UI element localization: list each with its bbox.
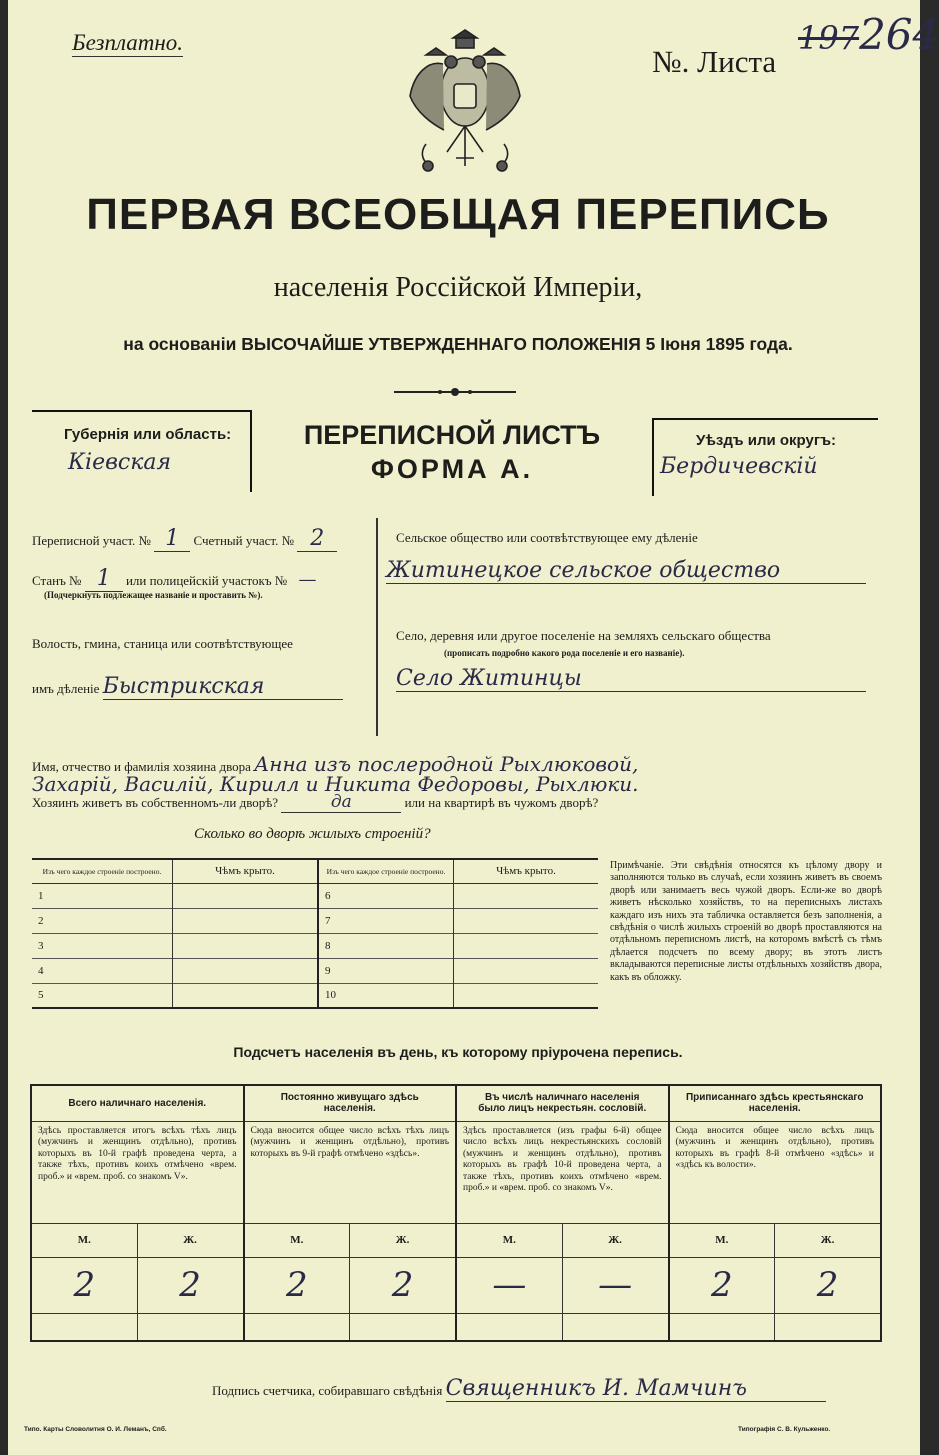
- building-number: 9: [318, 958, 454, 983]
- sheet-number-value: [798, 12, 939, 61]
- population-empty-cell: [350, 1313, 456, 1341]
- camp-field: Станъ № 1 или полицейскій участокъ № —: [32, 566, 324, 592]
- female-column-label: Ж.: [820, 1234, 835, 1246]
- population-count-value: —: [562, 1257, 668, 1313]
- rural-community-value: Житинецкое сельское общество: [386, 558, 866, 584]
- province-label: Губернія или область:: [64, 426, 232, 443]
- population-title: Подсчетъ населенія въ день, къ которому пріурочена перепись.: [233, 1044, 683, 1060]
- rural-community-label: Сельское общество или соотвѣтствующее ему дѣленіе: [396, 530, 698, 545]
- buildings-row: [32, 933, 598, 958]
- footer-right-imprint: Типографія С. В. Кульженко.: [738, 1426, 831, 1433]
- buildings-row: [32, 983, 598, 1008]
- census-section-value: 1: [154, 526, 190, 552]
- census-sheet: [8, 0, 939, 1455]
- building-roof: [454, 933, 599, 958]
- col-material-b: Изъ чего каждое строеніе построено.: [318, 859, 454, 883]
- pop-desc-nonpeasant: Здѣсь проставляется (изъ графы 6-й) общее число всѣхъ лицъ некрестьянскихъ сословій (мужчинъ и женщинъ отдѣльно), противъ которыхъ въ графѣ 10-й проведена черта, а также тѣхъ, противъ коихъ отмѣчено «врем. проб.» и «врем. проб. со знакомъ V».: [456, 1121, 669, 1223]
- population-empty-cell: [137, 1313, 243, 1341]
- male-column-label: М.: [244, 1223, 350, 1257]
- population-empty-cell: [775, 1313, 881, 1341]
- population-count-value: —: [456, 1257, 562, 1313]
- building-roof: [454, 958, 599, 983]
- residence-field: Хозяинъ живетъ въ собственномъ-ли дворѣ? да или на квартирѣ въ чужомъ дворѣ?: [32, 792, 599, 812]
- census-section-label: Переписной участ. № 1 Счетный участ. № 2: [32, 526, 337, 552]
- form-title: ПЕРЕПИСНОЙ ЛИСТЪ: [303, 420, 601, 450]
- buildings-row: [32, 883, 598, 908]
- pop-desc-peasant: Сюда вносится общее число всѣхъ лицъ (мужчинъ и женщинъ отдѣльно), противъ которыхъ въ графѣ 8-й отмѣчено «здѣсь» и «здѣсь къ волости».: [675, 1125, 874, 1170]
- coat-of-arms-icon: [406, 26, 524, 180]
- building-roof: [173, 883, 319, 908]
- female-column-label: Ж.: [350, 1223, 456, 1257]
- population-empty-cell: [31, 1313, 137, 1341]
- own-yard-value: да: [281, 792, 401, 813]
- pop-head-peasant: Приписаннаго здѣсь крестьянскаго населенія.: [685, 1092, 864, 1115]
- sheet-number-current: 264: [859, 10, 939, 59]
- building-roof: [454, 983, 599, 1008]
- population-empty-cell: [669, 1313, 775, 1341]
- camp-value: 1: [85, 566, 123, 592]
- ornament-divider: [390, 384, 520, 400]
- buildings-table: [32, 858, 598, 1009]
- volost-label: Волость, гмина, станица или соотвѣтствующее: [32, 636, 293, 651]
- form-subtitle: ФОРМА А.: [370, 454, 534, 484]
- population-empty-cell: [562, 1313, 668, 1341]
- village-value: Село Житинцы: [396, 666, 866, 692]
- village-hint: (прописать подробно какого рода поселеніе и его названіе).: [444, 648, 685, 658]
- underline-hint: (Подчеркнуть подлежащее названіе и проставить №).: [44, 590, 263, 600]
- district-value: Бердичевскій: [660, 454, 818, 479]
- male-column-label: М.: [456, 1223, 562, 1257]
- volost-field: имъ дѣленіе Быстрикская: [32, 674, 343, 700]
- village-label: Село, деревня или другое поселеніе на земляхъ сельскаго общества: [396, 628, 771, 643]
- population-count-value: 2: [244, 1257, 350, 1313]
- building-roof: [173, 958, 319, 983]
- col-roof-b: Чѣмъ крыто.: [496, 865, 556, 878]
- owner-value-line2: Захарій, Василій, Кирилл и Никита Федоровы, Рыхлюки.: [32, 772, 639, 796]
- buildings-row: [32, 958, 598, 983]
- population-empty-cell: [244, 1313, 350, 1341]
- building-roof: [173, 933, 319, 958]
- building-number: 4: [32, 958, 173, 983]
- population-count-value: 2: [137, 1257, 243, 1313]
- building-roof: [454, 908, 599, 933]
- population-count-value: 2: [31, 1257, 137, 1313]
- building-roof: [173, 983, 319, 1008]
- decree-line: на основаніи ВЫСОЧАЙШЕ УТВЕРЖДЕННАГО ПОЛОЖЕНІЯ 5 Іюня 1895 года.: [123, 334, 793, 354]
- population-empty-cell: [456, 1313, 562, 1341]
- building-roof: [454, 883, 599, 908]
- district-label: Уѣздъ или округъ:: [696, 432, 837, 449]
- buildings-note: Примѣчаніе. Эти свѣдѣнія относятся къ цѣлому двору и заполняются только въ случаѣ, если хозяинъ живетъ въ своемъ дворѣ или занимаетъ весь чужой дворъ. Если-же во дворѣ живетъ нѣсколько хозяйствъ, то на переписныхъ листахъ каждаго изъ нихъ эта табличка оставляется безъ заполненія, а свѣдѣнія о числѣ жилыхъ строеній во дворѣ проставляются на отдѣльномъ переписномъ листѣ, на которомъ вмѣстѣ съ тѣмъ дѣлается подсчетъ по всему двору; въ этотъ листъ вкладываются переписные листы отдѣльныхъ хозяйствъ двора, какъ въ обложку.: [610, 860, 882, 983]
- pop-desc-permanent: Сюда вносится общее число всѣхъ тѣхъ лицъ (мужчинъ и женщинъ отдѣльно), противъ которыхъ въ 9-й графѣ отмѣчено «здѣсь».: [244, 1121, 457, 1223]
- building-number: 2: [32, 908, 173, 933]
- male-column-label: М.: [31, 1223, 137, 1257]
- signature-value: Священникъ И. Мамчинъ: [446, 1376, 826, 1402]
- population-count-value: 2: [816, 1265, 839, 1305]
- male-column-label: М.: [669, 1223, 775, 1257]
- building-roof: [173, 908, 319, 933]
- col-roof-a: Чѣмъ крыто.: [173, 859, 319, 883]
- building-number: 10: [318, 983, 454, 1008]
- population-table: [30, 1084, 882, 1342]
- population-count-value: 2: [350, 1257, 456, 1313]
- footer-left-imprint: Типо. Карты Словолитня О. И. Леманъ, Спб.: [24, 1426, 167, 1433]
- building-number: 7: [318, 908, 454, 933]
- sheet-number-label: [652, 44, 776, 80]
- sheet-number-prefix: №. Листа: [652, 44, 777, 79]
- building-number: 1: [32, 883, 173, 908]
- pop-head-nonpeasant: Въ числѣ наличнаго населенія было лицъ некрестьян. сословій.: [456, 1085, 669, 1121]
- free-label: Безплатно.: [72, 30, 184, 55]
- province-value: Кіевская: [68, 450, 172, 475]
- owner-field: Имя, отчество и фамилія хозяина двора Анна изъ послеродной Рыхлюковой,: [32, 752, 639, 776]
- subtitle: населенія Россійской Имперіи,: [273, 272, 643, 303]
- buildings-question: Сколько во дворѣ жилыхъ строеній?: [194, 826, 431, 842]
- building-number: 3: [32, 933, 173, 958]
- sheet-number-struck: 197: [798, 19, 860, 57]
- building-number: 5: [32, 983, 173, 1008]
- female-column-label: Ж.: [137, 1223, 243, 1257]
- pop-head-total: Всего наличнаго населенія.: [31, 1085, 244, 1121]
- pop-head-permanent: Постоянно живущаго здѣсь населенія.: [244, 1085, 457, 1121]
- police-value: —: [298, 569, 317, 590]
- buildings-row: [32, 908, 598, 933]
- signature-field: Подпись счетчика, собиравшаго свѣдѣнія Священникъ И. Мамчинъ: [212, 1376, 826, 1402]
- female-column-label: Ж.: [562, 1223, 668, 1257]
- main-title: ПЕРВАЯ ВСЕОБЩАЯ ПЕРЕПИСЬ: [86, 190, 830, 239]
- population-count-value: 2: [669, 1257, 775, 1313]
- volost-value: Быстрикская: [103, 674, 343, 700]
- count-section-value: 2: [297, 526, 337, 552]
- col-material-a: Изъ чего каждое строеніе построено.: [32, 859, 173, 883]
- building-number: 6: [318, 883, 454, 908]
- owner-value-line1: Анна изъ послеродной Рыхлюковой,: [254, 752, 639, 776]
- building-number: 8: [318, 933, 454, 958]
- pop-desc-total: Здѣсь проставляется итогъ всѣхъ тѣхъ лицъ (мужчинъ и женщинъ отдѣльно), противъ которыхъ въ 10-й графѣ проведена черта, а также тѣхъ, противъ коихъ отмѣчено «врем. проб.» и «врем. проб. со знакомъ V».: [31, 1121, 244, 1223]
